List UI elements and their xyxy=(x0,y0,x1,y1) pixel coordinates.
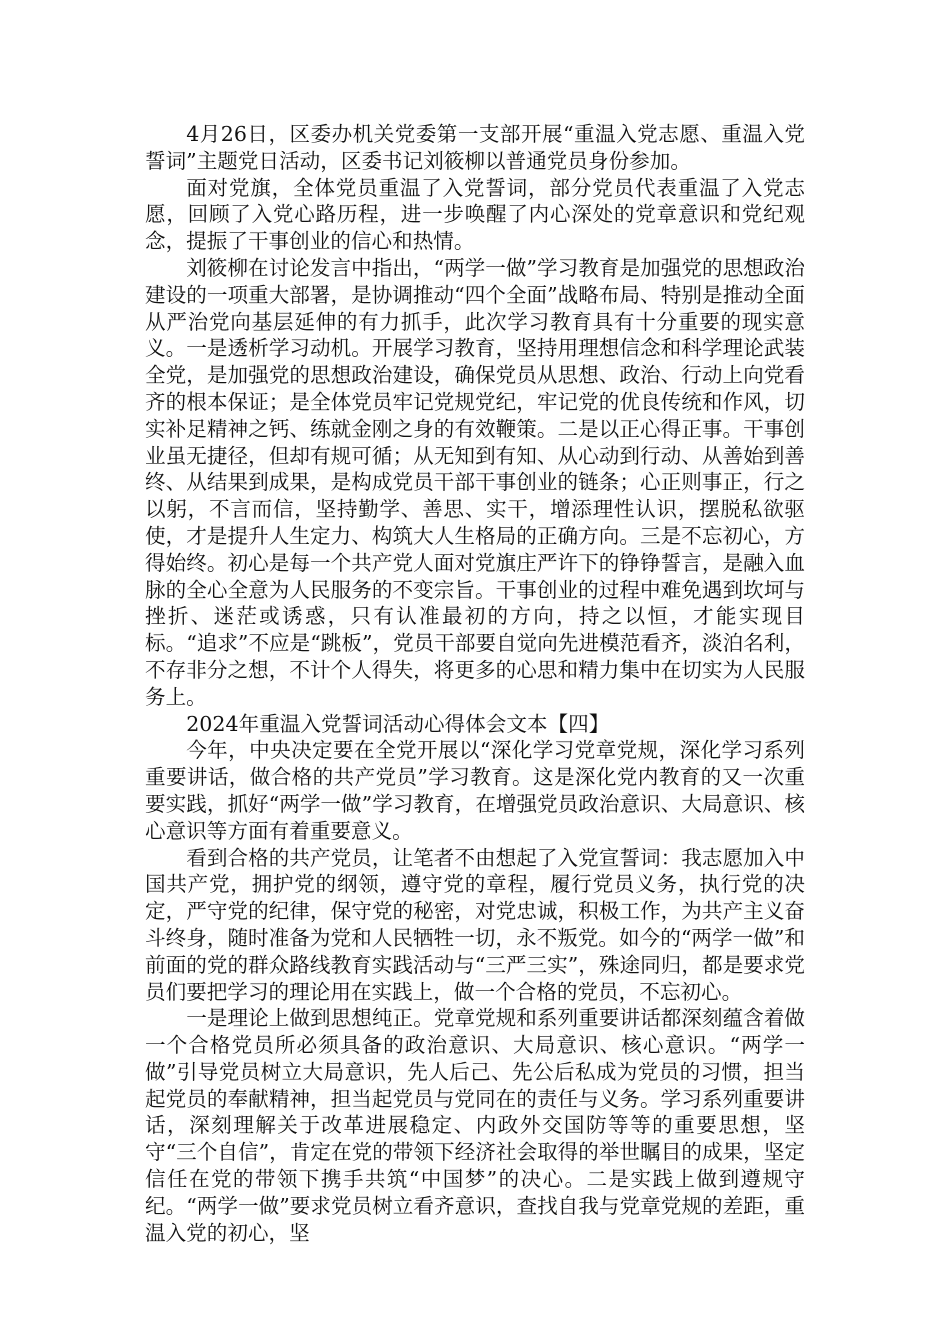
paragraph-activity-intro: 4月26日，区委办机关党委第一支部开展“重温入党志愿、重温入党誓词”主题党日活动，区委书记刘筱柳以普通党员身份参加。 xyxy=(145,122,805,173)
section-heading: 2024年重温入党誓词活动心得体会文本【四】 xyxy=(186,711,610,736)
paragraph-theory-practice: 一是理论上做到思想纯正。党章党规和系列重要讲话都深刻蕴含着做一个合格党员所必须具备的政治意识、大局意识、核心意识。“两学一做”引导党员树立大局意识，先人后己、先公后私成为党员的习惯，担当起党员的奉献精神，担当起党员与党同在的责任与义务。学习系列重要讲话，深刻理解关于改革进展稳定、内政外交国防等等的重要思想，坚守“三个自信”，肯定在党的带领下经济社会取得的举世瞩目的成果，坚定信任在党的带领下携手共筑“中国梦”的决心。二是实践上做到遵规守纪。“两学一做”要求党员树立看齐意识，查找自我与党章党规的差距，重温入党的初心，坚 xyxy=(145,1006,805,1245)
paragraph-oath-review: 面对党旗，全体党员重温了入党誓词，部分党员代表重温了入党志愿，回顾了入党心路历程，进一步唤醒了内心深处的党章意识和党纪观念，提振了干事创业的信心和热情。 xyxy=(145,175,805,254)
paragraph-education-intro: 今年，中央决定要在全党开展以“深化学习党章党规，深化学习系列重要讲话，做合格的共产党员”学习教育。这是深化党内教育的又一次重要实践，抓好“两学一做”学习教育，在增强党员政治意识、大局意识、核心意识等方面有着重要意义。 xyxy=(145,738,805,843)
document-body xyxy=(145,121,805,1246)
paragraph-oath-text: 看到合格的共产党员，让笔者不由想起了入党宣誓词：我志愿加入中国共产党，拥护党的纲领，遵守党的章程，履行党员义务，执行党的决定，严守党的纪律，保守党的秘密，对党忠诚，积极工作，为共产主义奋斗终身，随时准备为党和人民牺牲一切，永不叛党。如今的“两学一做”和前面的党的群众路线教育实践活动与“三严三实”，殊途同归，都是要求党员们要把学习的理论用在实践上，做一个合格的党员，不忘初心。 xyxy=(145,845,805,1004)
paragraph-speech: 刘筱柳在讨论发言中指出，“两学一做”学习教育是加强党的思想政治建设的一项重大部署，是协调推动“四个全面”战略布局、特别是推动全面从严治党向基层延伸的有力抓手，此次学习教育具有十分重要的现实意义。一是透析学习动机。开展学习教育，坚持用理想信念和科学理论武装全党，是加强党的思想政治建设，确保党员从思想、政治、行动上向党看齐的根本保证；是全体党员牢记党规党纪，牢记党的优良传统和作风，切实补足精神之钙、练就金刚之身的有效鞭策。二是以正心得正事。干事创业虽无捷径，但却有规可循；从无知到有知、从心动到行动、从善始到善终、从结果到成果，是构成党员干部干事创业的链条；心正则事正，行之以躬，不言而信，坚持勤学、善思、实干，增添理性认识，摆脱私欲驱使，才是提升人生定力、构筑大人生格局的正确方向。三是不忘初心，方得始终。初心是每一个共产党人面对党旗庄严许下的铮铮誓言，是融入血脉的全心全意为人民服务的不变宗旨。干事创业的过程中难免遇到坎坷与挫折、迷茫或诱惑，只有认准最初的方向，持之以恒，才能实现目标。“追求”不应是“跳板”，党员干部要自觉向先进模范看齐，淡泊名利，不存非分之想，不计个人得失，将更多的心思和精力集中在切实为人民服务上。 xyxy=(145,255,805,709)
